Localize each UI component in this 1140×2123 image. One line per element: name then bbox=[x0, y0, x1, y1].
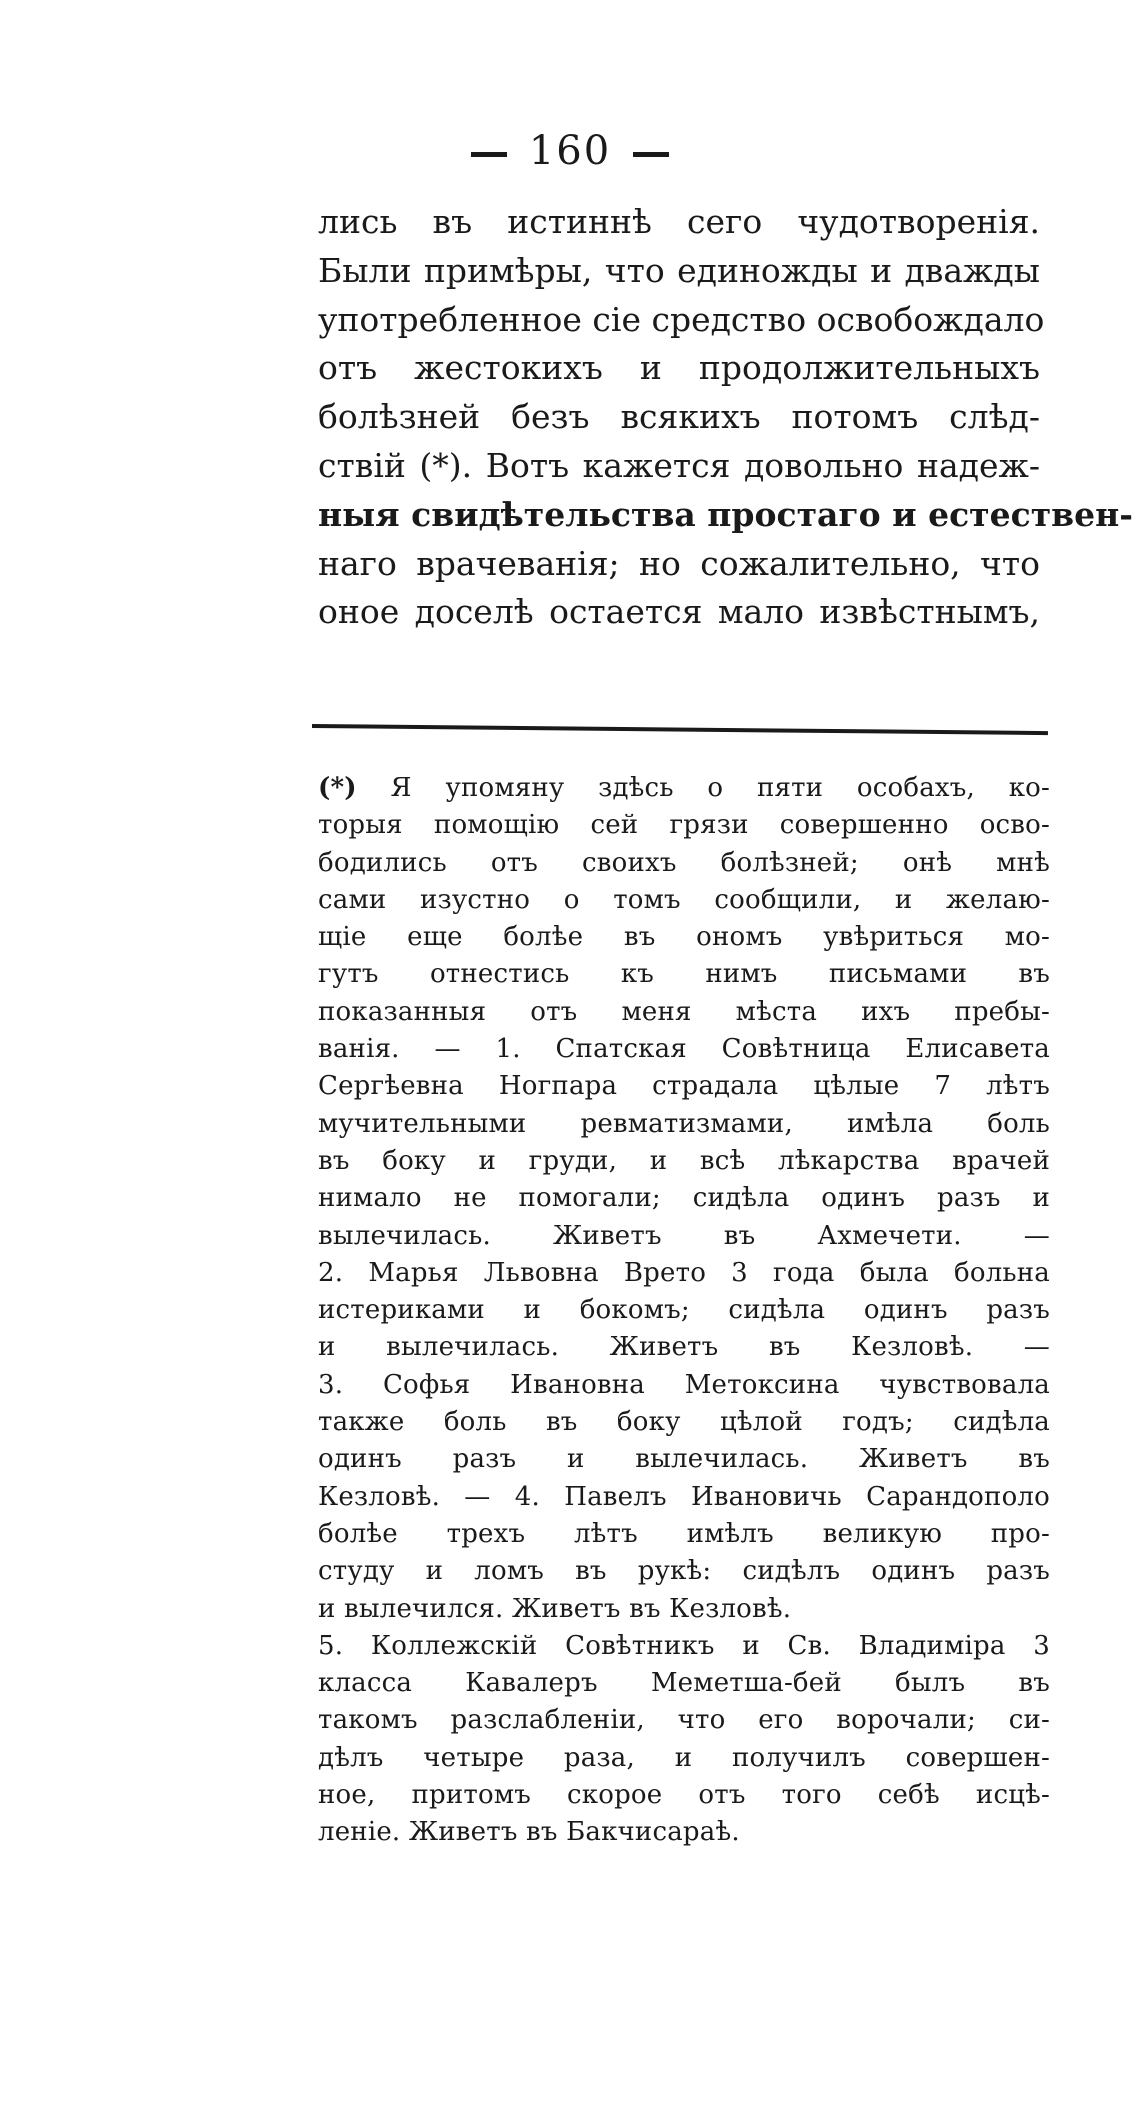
separator-rule bbox=[312, 724, 1048, 735]
footnote-line: бодились отъ своихъ болѣзней; онѣ мнѣ bbox=[318, 847, 1050, 878]
main-text-line: лись въ истиннѣ сего чудотворенія. bbox=[318, 202, 1040, 241]
main-text-line: употребленное сіе средство освобождало bbox=[318, 299, 1045, 339]
footnote-line: въ боку и груди, и всѣ лѣкарства врачей bbox=[318, 1145, 1050, 1176]
footnote-line: такомъ разслабленіи, что его ворочали; си- bbox=[318, 1705, 1050, 1736]
main-text-line: ствій (*). Вотъ кажется довольно надеж- bbox=[318, 445, 1040, 485]
footnote-line: Сергѣевна Ногпара страдала цѣлые 7 лѣтъ bbox=[318, 1071, 1050, 1102]
main-text-line: Были примѣры, что единожды и дважды bbox=[318, 250, 1040, 290]
header-dash-left bbox=[471, 152, 507, 157]
footnote-line: также боль въ боку цѣлой годъ; сидѣла bbox=[318, 1407, 1050, 1438]
footnote-line: одинъ разъ и вылечилась. Живетъ въ bbox=[318, 1444, 1050, 1475]
main-text bbox=[318, 198, 1133, 637]
main-text-line: наго врачеванія; но сожалительно, что bbox=[318, 543, 1040, 583]
footnote-line: показанныя отъ меня мѣста ихъ пребы- bbox=[318, 996, 1050, 1027]
footnote-line: щіе еще болѣе въ ономъ увѣриться мо- bbox=[318, 922, 1050, 953]
footnote-line: мучительными ревматизмами, имѣла боль bbox=[318, 1108, 1050, 1139]
footnote-line: 3. Софья Ивановна Метоксина чувствовала bbox=[318, 1369, 1050, 1400]
main-text-line: отъ жестокихъ и продолжительныхъ bbox=[318, 348, 1040, 388]
footnote-line: гутъ отнестись къ нимъ письмами въ bbox=[318, 959, 1050, 990]
footnote-line: и вылечился. Живетъ въ Кезловѣ. bbox=[318, 1593, 792, 1624]
main-text-line: оное доселѣ остается мало извѣстнымъ, bbox=[318, 592, 1040, 632]
page-header bbox=[0, 128, 1140, 174]
footnote-line: ванія. — 1. Спатская Совѣтница Елисавета bbox=[318, 1034, 1050, 1065]
footnote-line: болѣе трехъ лѣтъ имѣлъ великую про- bbox=[318, 1518, 1050, 1549]
footnote-line: студу и ломъ въ рукѣ: сидѣлъ одинъ разъ bbox=[318, 1556, 1050, 1587]
footnote-line: 2. Марья Львовна Врето 3 года была больна bbox=[318, 1257, 1050, 1288]
footnote bbox=[318, 770, 1050, 1852]
footnote-line: вылечилась. Живетъ въ Ахмечети. — bbox=[318, 1220, 1050, 1251]
main-text-line: болѣзней безъ всякихъ потомъ слѣд- bbox=[318, 397, 1040, 437]
footnote-line: Кезловѣ. — 4. Павелъ Ивановичь Сарандополо bbox=[318, 1481, 1050, 1512]
footnote-line: ное, притомъ скорое отъ того себѣ исцѣ- bbox=[318, 1780, 1050, 1811]
footnote-line: класса Кавалеръ Меметша-бей былъ въ bbox=[318, 1668, 1050, 1699]
header-dash-right bbox=[633, 152, 669, 157]
footnote-line bbox=[318, 770, 1050, 807]
footnote-line: сами изустно о томъ сообщили, и желаю- bbox=[318, 884, 1050, 915]
footnote-line: торыя помощію сей грязи совершенно осво- bbox=[318, 810, 1050, 841]
footnote-line: и вылечилась. Живетъ въ Кезловѣ. — bbox=[318, 1332, 1050, 1363]
footnote-line: истериками и бокомъ; сидѣла одинъ разъ bbox=[318, 1295, 1050, 1326]
footnote-line: нимало не помогали; сидѣла одинъ разъ и bbox=[318, 1183, 1050, 1214]
main-text-line: ныя свидѣтельства простаго и естествен- bbox=[318, 494, 1133, 534]
footnote-marker: (*) bbox=[318, 773, 357, 803]
footnote-line: 5. Коллежскій Совѣтникъ и Св. Владиміра 3 bbox=[318, 1630, 1050, 1661]
footnote-line: дѣлъ четыре раза, и получилъ совершен- bbox=[318, 1742, 1050, 1773]
footnote-line-text: Я упомяну здѣсь о пяти особахъ, ко- bbox=[390, 773, 1051, 803]
page-number: 160 bbox=[528, 128, 612, 174]
footnote-separator bbox=[312, 718, 1048, 738]
footnote-line: леніе. Живетъ въ Бакчисараѣ. bbox=[318, 1817, 740, 1848]
